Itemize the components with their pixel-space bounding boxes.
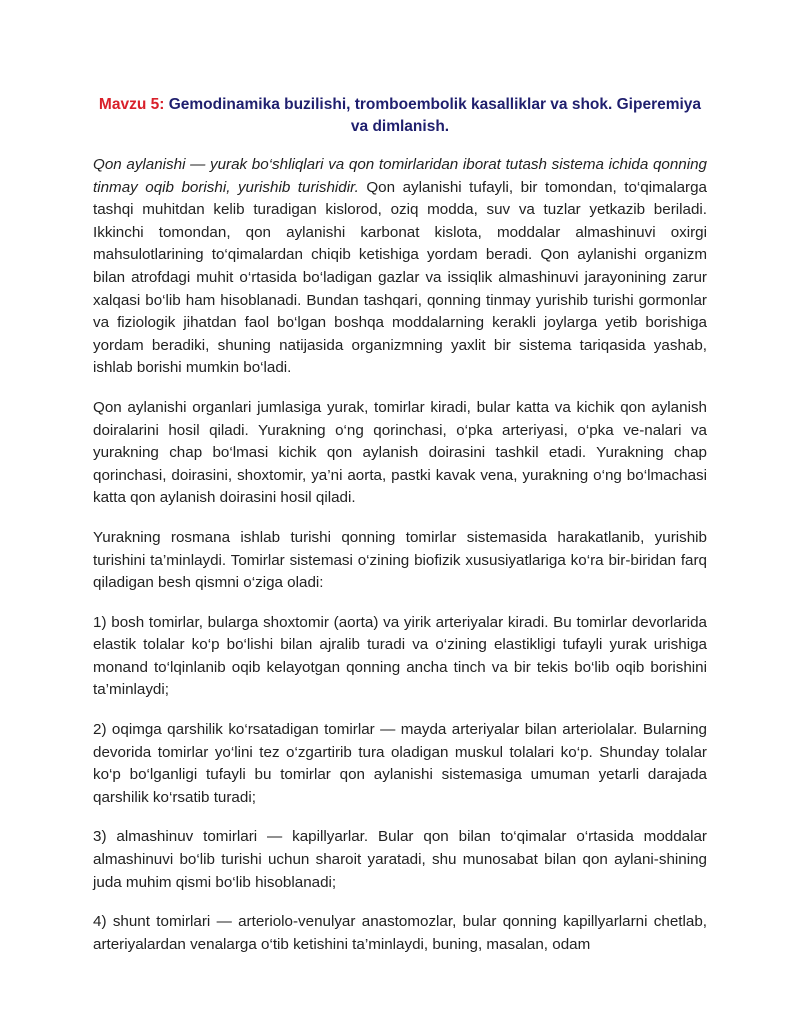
list-item-exchange-vessels: 3) almashinuv tomirlari — kapillyarlar. Bular qon bilan to‘qimalar o‘rtasida moddalar almashinuvi bo‘lib turishi uchun sharoit yaratadi, shu munosabat bilan qon aylani-shining juda muhim qismi bo‘lib hisoblanadi; xyxy=(93,828,707,891)
paragraph-circulation-organs: Qon aylanishi organlari jumlasiga yurak, tomirlar kiradi, bular katta va kichik qon aylanish doiralarini hosil qiladi. Yurakning o‘ng qorinchasi, o‘pka arteriyasi, o‘pka ve-nalari va yurakning chap bo‘lmasi kichik qon aylanish doirasini tashkil etadi. Yurakning chap qorinchasi, doirasini, shoxtomir, ya’ni aorta, pastki kavak vena, yurakning o‘ng bo‘lmachasi katta qon aylanish doirasini hosil qiladi. xyxy=(93,398,707,507)
document-page xyxy=(93,94,707,973)
list-item-main-vessels: 1) bosh tomirlar, bularga shoxtomir (aorta) va yirik arteriyalar kiradi. Bu tomirlar devorlarida elastik tolalar ko‘p bo‘lishi bilan ajralib turadi va o‘zining elastikligi tufayli yurak urishiga monand to‘lqinlanib oqib kelayotgan qonning ancha tinch va bir tekis bo‘lib oqib borishini ta’minlaydi; xyxy=(93,613,707,699)
paragraph-intro-text: Qon aylanishi tufayli, bir tomondan, to‘qimalarga tashqi muhitdan kelib turadigan kislorod, oziq modda, suv va tuzlar yetkazib beriladi. Ikkinchi tomondan, qon aylanishi karbonat kislota, moddalar almashinuvi oxirgi mahsulotlarining to‘qimalardan chiqib ketishiga yordam beradi. Qon aylanishi organizm bilan atrofdagi muhit o‘rtasida bo‘ladigan gazlar va issiqlik almashinuvi jarayonining zarur xalqasi bo‘lib ham hisoblanadi. Bundan tashqari, qonning tinmay yurishib turishi gormonlar va fiziologik jihatdan faol bo‘lgan boshqa moddalarning kerakli joylarga yetib borishiga yordam beradiki, shuning natijasida organizmning yaxlit bir sistema tariqasida yashab, ishlab borishi mumkin bo‘ladi. xyxy=(93,178,707,377)
paragraph-vessel-system: Yurakning rosmana ishlab turishi qonning tomirlar sistemasida harakatlanib, yurishib turishini ta’minlaydi. Tomirlar sistemasi o‘zining biofizik xususiyatlariga ko‘ra bir-biridan farq qiladigan besh qismni o‘ziga oladi: xyxy=(93,528,707,592)
list-item-resistance-vessels: 2) oqimga qarshilik ko‘rsatadigan tomirlar — mayda arteriyalar bilan arteriolalar. Bularning devorida tomirlar yo‘lini tez o‘zgartirib tura oladigan muskul tolalari ko‘p. Shunday tolalar ko‘p bo‘lganligi tufayli bu tomirlar qon aylanishi sistemasiga umuman yetarli darajada qarshilik ko‘rsatib turadi; xyxy=(93,721,707,806)
page-title xyxy=(93,94,707,138)
paragraph-intro-italic: Qon aylanishi — yurak bo‘shliqlari va qon tomirlaridan iborat tutash sistema ichida qonning tinmay oqib borishi, yurishib turishidir. xyxy=(93,156,707,196)
topic-number: Mavzu 5: xyxy=(98,96,165,113)
list-item-shunt-vessels: 4) shunt tomirlari — arteriolo-venulyar anastomozlar, bular qonning kapillyarlarni chetlab, arteriyalardan venalarga o‘tib ketishini ta’minlaydi, buning, masalan, odam xyxy=(93,913,707,953)
topic-title: Gemodinamika buzilishi, tromboembolik kasalliklar va shok. Giperemiya va dimlanish. xyxy=(164,96,702,135)
paragraph-intro xyxy=(93,154,707,380)
